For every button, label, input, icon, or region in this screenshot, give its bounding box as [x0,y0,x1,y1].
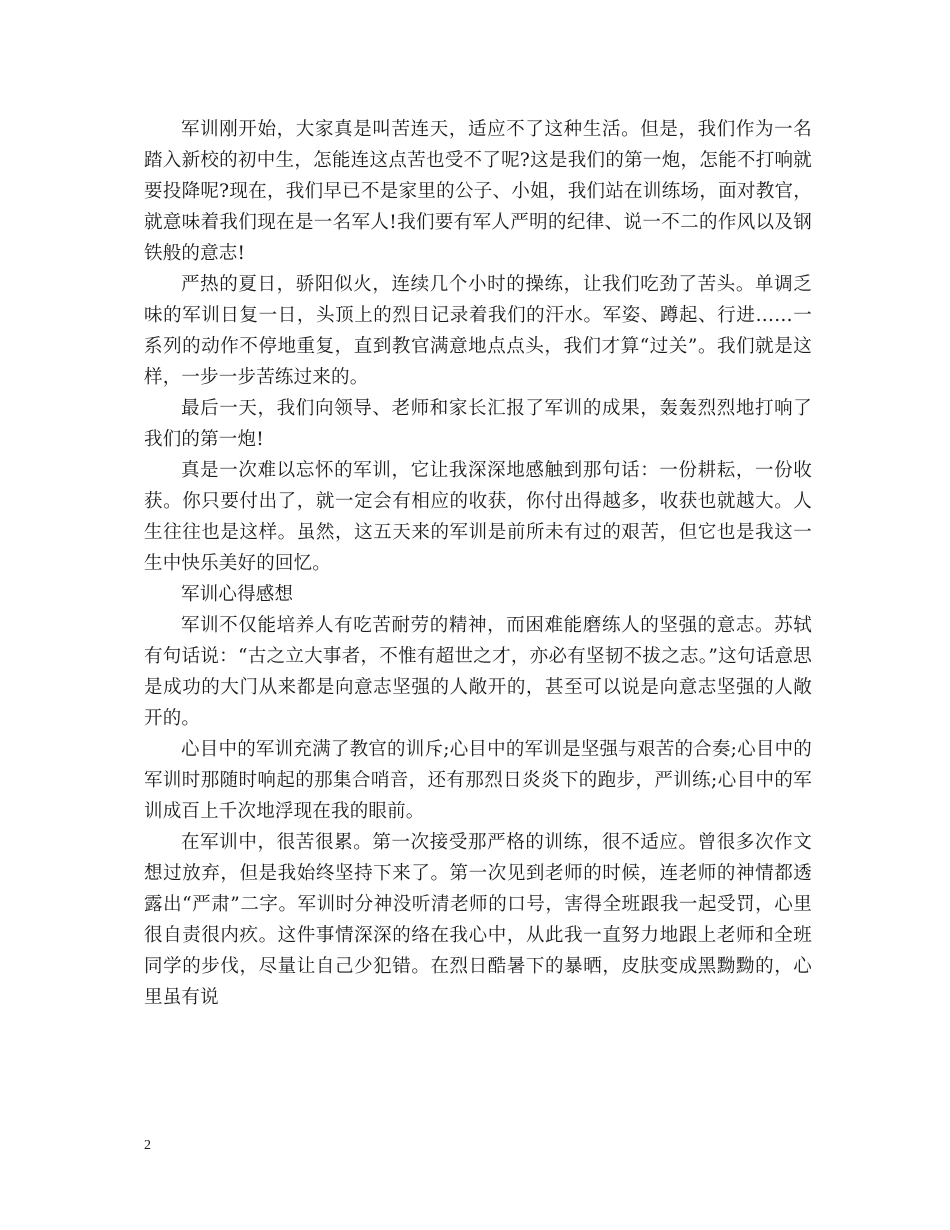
paragraph-5: 军训不仅能培养人有吃苦耐劳的精神，而困难能磨练人的坚强的意志。苏轼有句话说：“古之立大事者，不惟有超世之才，亦必有坚韧不拔之志。”这句话意思是成功的大门从来都是向意志坚强的人敞开的，甚至可以说是向意志坚强的人敞开的。 [144,615,812,729]
document-body [144,114,812,1013]
paragraph-2: 严热的夏日，骄阳似火，连续几个小时的操练，让我们吃劲了苦头。单调乏味的军训日复一日，头顶上的烈日记录着我们的汗水。军姿、蹲起、行进……一系列的动作不停地重复，直到教官满意地点点头，我们才算“过关”。我们就是这样，一步一步苦练过来的。 [144,274,812,388]
paragraph-7: 在军训中，很苦很累。第一次接受那严格的训练，很不适应。曾很多次作文想过放弃，但是我始终坚持下来了。第一次见到老师的时候，连老师的神情都透露出“严肃”二字。军训时分神没听清老师的口号，害得全班跟我一起受罚，心里很自责很内疚。这件事情深深的络在我心中，从此我一直努力地跟上老师和全班同学的步伐，尽量让自己少犯错。在烈日酷暑下的暴晒，皮肤变成黑黝黝的，心里虽有说 [144,832,812,1008]
paragraph-3: 最后一天，我们向领导、老师和家长汇报了军训的成果，轰轰烈烈地打响了我们的第一炮! [144,398,812,450]
paragraph-4: 真是一次难以忘怀的军训，它让我深深地感触到那句话：一份耕耘，一份收获。你只要付出了，就一定会有相应的收获，你付出得越多，收获也就越大。人生往往也是这样。虽然，这五天来的军训是前所未有过的艰苦，但它也是我这一生中快乐美好的回忆。 [144,460,812,574]
section-heading: 军训心得感想 [181,584,294,605]
paragraph-6: 心目中的军训充满了教官的训斥;心目中的军训是坚强与艰苦的合奏;心目中的军训时那随时响起的那集合哨音，还有那烈日炎炎下的跑步，严训练;心目中的军训成百上千次地浮现在我的眼前。 [144,739,812,822]
paragraph-1: 军训刚开始，大家真是叫苦连天，适应不了这种生活。但是，我们作为一名踏入新校的初中生，怎能连这点苦也受不了呢?这是我们的第一炮，怎能不打响就要投降呢?现在，我们早已不是家里的公子、小姐，我们站在训练场，面对教官，就意味着我们现在是一名军人!我们要有军人严明的纪律、说一不二的作风以及钢铁般的意志! [144,119,812,264]
page-number: 2 [144,1138,151,1153]
